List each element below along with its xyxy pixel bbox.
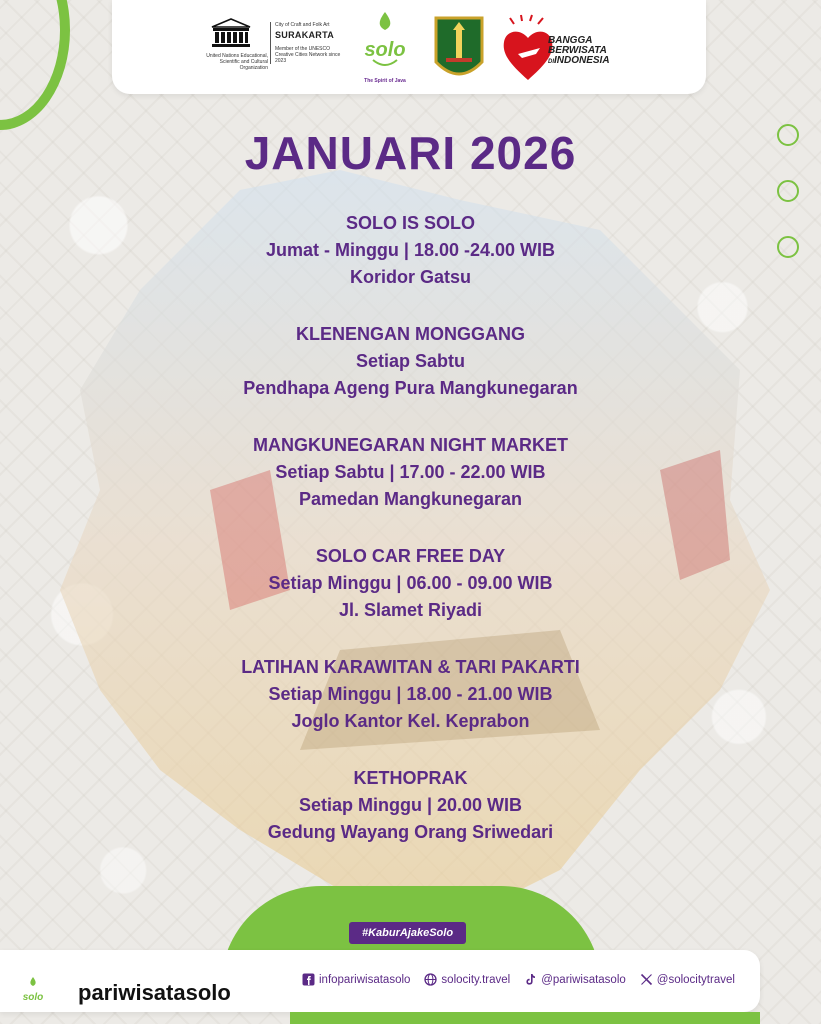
svg-text:solo: solo xyxy=(364,39,406,61)
event-schedule: Setiap Minggu | 20.00 WIB xyxy=(298,795,523,815)
hashtag-badge: #KaburAjakeSolo xyxy=(349,922,466,944)
event-name: KLENENGAN MONGGANG xyxy=(296,324,525,344)
event-name: SOLO IS SOLO xyxy=(345,213,475,233)
surakarta-emblem-icon xyxy=(432,14,486,88)
event-item xyxy=(0,210,821,291)
solo-mark-icon xyxy=(359,10,411,72)
footer-green-strip xyxy=(290,1012,760,1024)
unesco-logo xyxy=(196,18,266,71)
bangga-line-3-main: INDONESIA xyxy=(554,55,610,66)
globe-icon xyxy=(424,973,437,986)
x-icon xyxy=(640,973,653,986)
avatar[interactable] xyxy=(20,976,46,1006)
social-links xyxy=(302,973,735,986)
solo-logo xyxy=(352,10,418,84)
solo-avatar-icon xyxy=(20,976,46,1006)
event-name: LATIHAN KARAWITAN & TARI PAKARTI xyxy=(241,657,580,677)
event-venue: Jl. Slamet Riyadi xyxy=(338,600,483,620)
event-venue: Pamedan Mangkunegaran xyxy=(298,489,523,509)
social-x[interactable] xyxy=(640,973,735,986)
event-item xyxy=(0,765,821,846)
event-name: KETHOPRAK xyxy=(353,768,468,788)
event-schedule: Setiap Sabtu | 17.00 - 22.00 WIB xyxy=(275,462,546,482)
footer xyxy=(0,950,821,1024)
event-venue: Koridor Gatsu xyxy=(349,267,471,287)
social-tiktok[interactable] xyxy=(524,973,626,986)
social-website-label: solocity.travel xyxy=(441,973,511,986)
logo-header xyxy=(112,0,706,94)
bangga-berwisata-logo xyxy=(500,14,630,84)
city-of-craft-block xyxy=(270,22,350,64)
solo-tagline: The Spirit of Java xyxy=(364,78,406,84)
account-handle[interactable]: pariwisatasolo xyxy=(78,980,231,1005)
event-item xyxy=(0,543,821,624)
event-name: SOLO CAR FREE DAY xyxy=(315,546,506,566)
city-membership: Member of the UNESCO Creative Cities Network since 2023 xyxy=(275,46,341,64)
bangga-line-3-prefix: DI xyxy=(548,59,554,65)
social-x-label: @solocitytravel xyxy=(656,973,735,986)
event-venue: Joglo Kantor Kel. Keprabon xyxy=(291,711,530,731)
facebook-icon xyxy=(302,973,315,986)
page-title: JANUARI 2026 xyxy=(244,127,577,179)
event-item xyxy=(0,321,821,402)
event-name: MANGKUNEGARAN NIGHT MARKET xyxy=(253,435,568,455)
event-schedule: Setiap Minggu | 18.00 - 21.00 WIB xyxy=(268,684,553,704)
event-schedule: Jumat - Minggu | 18.00 -24.00 WIB xyxy=(265,240,556,260)
unesco-subtitle: United Nations Educational, Scientific and Cultural Organization xyxy=(206,53,268,71)
bangga-line-3 xyxy=(548,56,610,67)
event-venue: Pendhapa Ageng Pura Mangkunegaran xyxy=(243,378,578,398)
social-tiktok-label: @pariwisatasolo xyxy=(541,973,626,986)
social-facebook-label: infopariwisatasolo xyxy=(319,973,411,986)
footer-bar xyxy=(0,950,760,1012)
social-facebook[interactable] xyxy=(302,973,410,986)
event-item xyxy=(0,432,821,513)
social-website[interactable] xyxy=(424,973,510,986)
event-item xyxy=(0,654,821,735)
temple-icon xyxy=(210,18,252,50)
event-schedule: Setiap Minggu | 06.00 - 09.00 WIB xyxy=(268,573,553,593)
bangga-text xyxy=(548,36,610,67)
city-name: SURAKARTA xyxy=(275,30,335,40)
avatar-label: solo xyxy=(22,992,44,1003)
city-top-line: City of Craft and Folk Art xyxy=(275,22,330,28)
event-venue: Gedung Wayang Orang Sriwedari xyxy=(267,822,554,842)
event-schedule: Setiap Sabtu xyxy=(355,351,466,371)
bangga-line-1: BANGGA xyxy=(548,35,593,46)
event-list xyxy=(0,210,821,876)
dot-2 xyxy=(777,180,799,202)
bangga-line-2: BERWISATA xyxy=(548,45,607,56)
tiktok-icon xyxy=(524,973,537,986)
